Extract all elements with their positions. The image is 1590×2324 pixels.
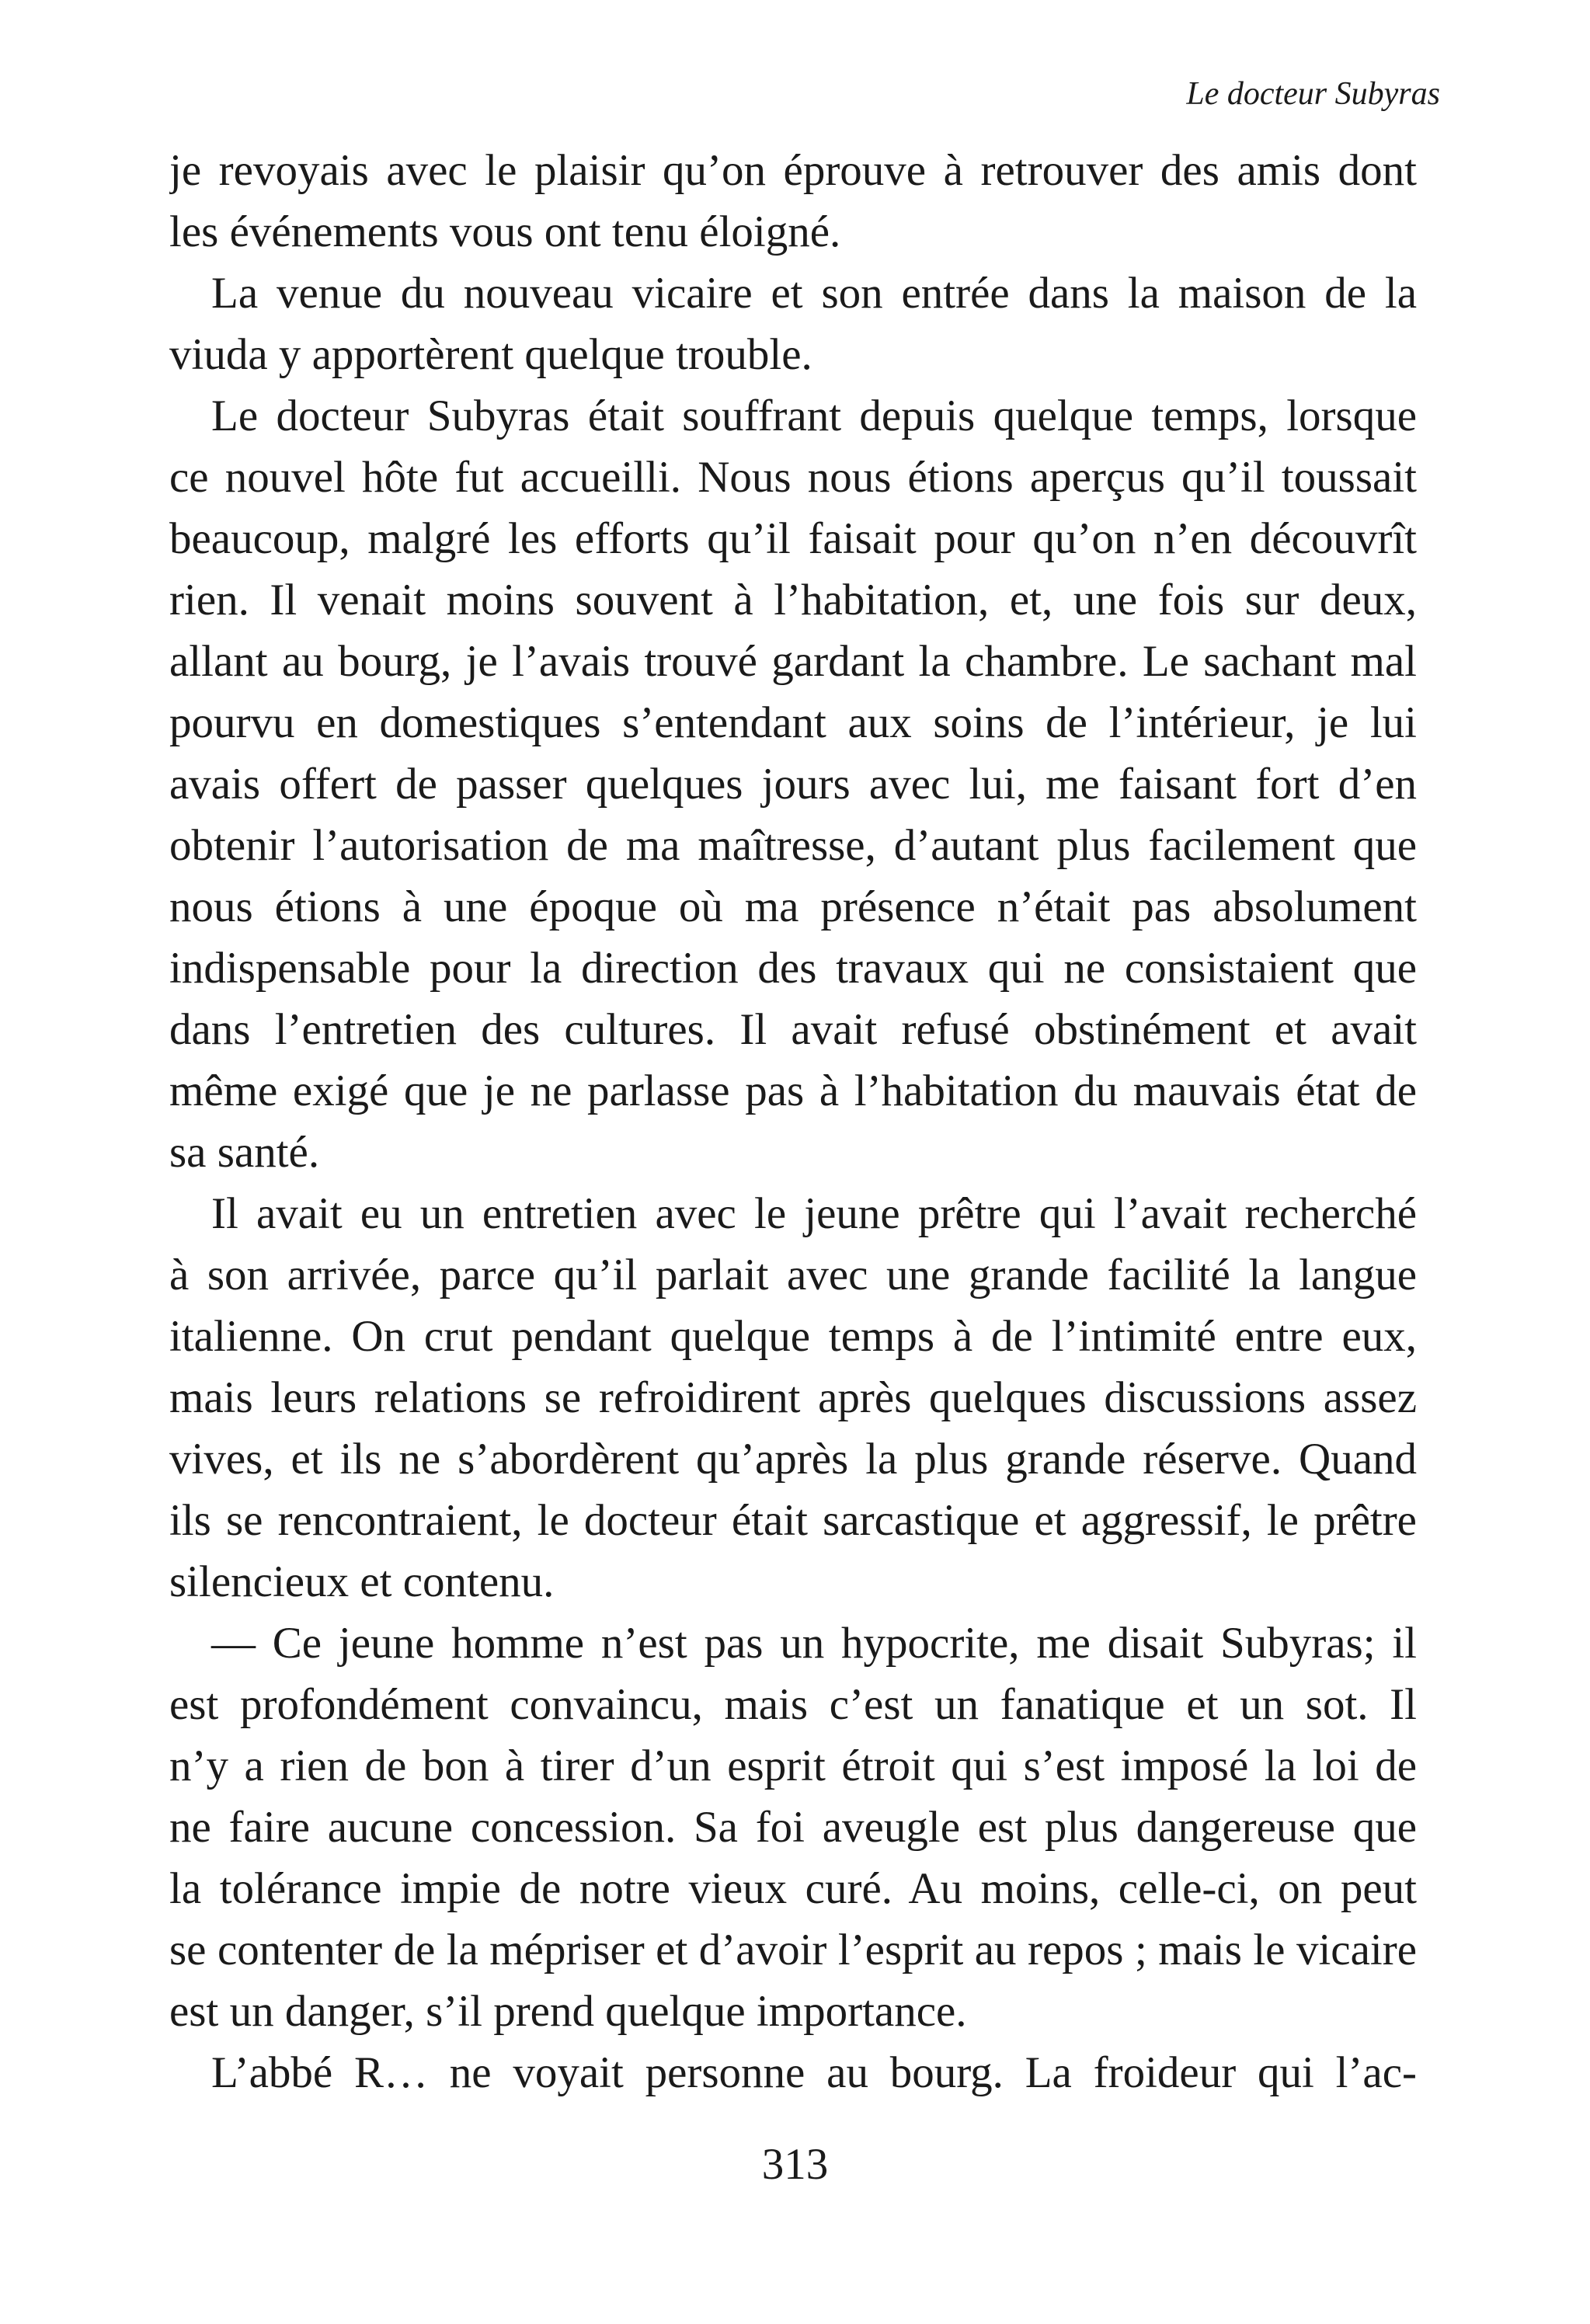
text-line: indispensable pour la direction des travaux qui ne consistaient que bbox=[169, 944, 1417, 993]
text-line: la tolérance impie de notre vieux curé. Au moins, celle-ci, on peut bbox=[169, 1864, 1417, 1913]
page-number: 313 bbox=[761, 2140, 829, 2189]
text-line: ils se rencontraient, le docteur était sarcastique et aggressif, le prêtre bbox=[169, 1496, 1417, 1545]
text-line: dans l’entretien des cultures. Il avait refusé obstinément et avait bbox=[169, 1005, 1417, 1054]
text-line: avais offert de passer quelques jours avec lui, me faisant fort d’en bbox=[169, 760, 1417, 809]
text-line: se contenter de la mépriser et d’avoir l’esprit au repos ; mais le vicaire bbox=[169, 1926, 1417, 1974]
text-line: les événements vous ont tenu éloigné. bbox=[169, 207, 841, 256]
running-head: Le docteur Subyras bbox=[1186, 76, 1440, 112]
text-line: beaucoup, malgré les efforts qu’il faisait pour qu’on n’en découvrît bbox=[169, 514, 1417, 563]
text-line: n’y a rien de bon à tirer d’un esprit étroit qui s’est imposé la loi de bbox=[169, 1741, 1417, 1790]
text-line: je revoyais avec le plaisir qu’on éprouve à retrouver des amis dont bbox=[169, 146, 1417, 195]
text-line: italienne. On crut pendant quelque temps à de l’intimité entre eux, bbox=[169, 1312, 1417, 1361]
text-line: même exigé que je ne parlasse pas à l’habitation du mauvais état de bbox=[169, 1066, 1417, 1115]
text-line: viuda y apportèrent quelque trouble. bbox=[169, 330, 812, 379]
text-line: rien. Il venait moins souvent à l’habitation, et, une fois sur deux, bbox=[169, 576, 1417, 624]
text-line: pourvu en domestiques s’entendant aux soins de l’intérieur, je lui bbox=[169, 698, 1417, 747]
text-line: est un danger, s’il prend quelque importance. bbox=[169, 1987, 967, 2036]
text-line: ce nouvel hôte fut accueilli. Nous nous étions aperçus qu’il toussait bbox=[169, 453, 1417, 502]
text-line: à son arrivée, parce qu’il parlait avec une grande facilité la langue bbox=[169, 1251, 1417, 1299]
text-line: nous étions à une époque où ma présence n’était pas absolument bbox=[169, 882, 1417, 931]
text-line: L’abbé R… ne voyait personne au bourg. La froideur qui l’ac- bbox=[211, 2048, 1417, 2097]
text-line: sa santé. bbox=[169, 1128, 320, 1177]
text-line: La venue du nouveau vicaire et son entrée dans la maison de la bbox=[211, 269, 1417, 318]
text-line: Le docteur Subyras était souffrant depuis quelque temps, lorsque bbox=[211, 391, 1417, 440]
text-line: ne faire aucune concession. Sa foi aveugle est plus dangereuse que bbox=[169, 1803, 1417, 1852]
text-line: Il avait eu un entretien avec le jeune prêtre qui l’avait recherché bbox=[211, 1189, 1417, 1238]
text-line: obtenir l’autorisation de ma maîtresse, d’autant plus facilement que bbox=[169, 821, 1417, 870]
text-line: — Ce jeune homme n’est pas un hypocrite, me disait Subyras; il bbox=[211, 1619, 1417, 1668]
text-line: vives, et ils ne s’abordèrent qu’après la plus grande réserve. Quand bbox=[169, 1435, 1417, 1484]
text-line: est profondément convaincu, mais c’est un fanatique et un sot. Il bbox=[169, 1680, 1417, 1729]
body-text bbox=[169, 140, 1417, 2103]
text-line: mais leurs relations se refroidirent après quelques discussions assez bbox=[169, 1373, 1417, 1422]
text-line: silencieux et contenu. bbox=[169, 1557, 555, 1606]
text-line: allant au bourg, je l’avais trouvé gardant la chambre. Le sachant mal bbox=[169, 637, 1417, 686]
